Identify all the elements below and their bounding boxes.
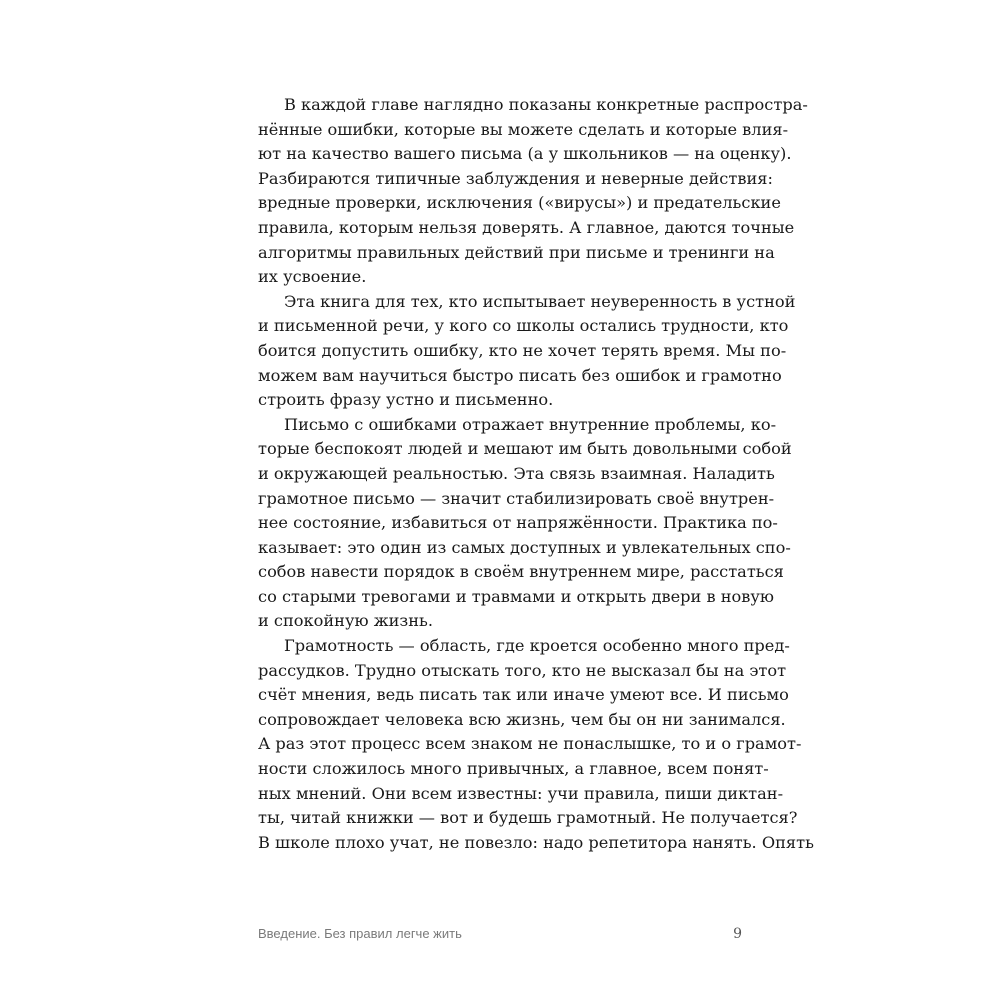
text-line: казывает: это один из самых доступных и увлекательных спо-: [258, 537, 791, 557]
paragraph: [258, 93, 808, 290]
text-line: Эта книга для тех, кто испытывает неуверенность в устной: [284, 291, 796, 311]
text-line: вредные проверки, исключения («вирусы») и предательские: [258, 193, 781, 213]
text-line: алгоритмы правильных действий при письме и тренинги на: [258, 242, 775, 262]
text-line: рассудков. Трудно отыскать того, кто не высказал бы на этот: [258, 660, 787, 680]
text-line: нее состояние, избавиться от напряжённости. Практика по-: [258, 513, 778, 533]
text-line: правила, которым нельзя доверять. А главное, даются точные: [258, 217, 795, 237]
text-line: счёт мнения, ведь писать так или иначе умеют все. И письмо: [258, 685, 789, 705]
paragraph: [258, 413, 792, 634]
text-line: собов навести порядок в своём внутреннем мире, расстаться: [258, 562, 784, 582]
text-line: ют на качество вашего письма (а у школьников — на оценку).: [258, 144, 792, 164]
text-line: и спокойную жизнь.: [258, 611, 433, 631]
paragraph: [258, 290, 796, 413]
text-line: грамотное письмо — значит стабилизировать своё внутрен-: [258, 488, 775, 508]
page-number: 9: [733, 926, 742, 942]
text-line: Письмо с ошибками отражает внутренние проблемы, ко-: [284, 414, 777, 434]
text-line: можем вам научиться быстро писать без ошибок и грамотно: [258, 365, 782, 385]
text-line: их усвоение.: [258, 267, 367, 287]
page-footer: [258, 926, 744, 946]
text-line: нённые ошибки, которые вы можете сделать и которые влия-: [258, 119, 789, 139]
text-line: и письменной речи, у кого со школы остались трудности, кто: [258, 316, 789, 336]
body-text: [258, 93, 814, 855]
text-line: А раз этот процесс всем знаком не понаслышке, то и о грамот-: [258, 734, 802, 754]
text-line: ности сложилось много привычных, а главное, всем понят-: [258, 759, 769, 779]
running-head: Введение. Без правил легче жить: [258, 926, 462, 941]
text-line: сопровождает человека всю жизнь, чем бы он ни занимался.: [258, 709, 786, 729]
text-line: строить фразу устно и письменно.: [258, 390, 554, 410]
paragraph: [258, 634, 814, 855]
text-line: В школе плохо учат, не повезло: надо репетитора нанять. Опять: [258, 832, 814, 852]
text-line: торые беспокоят людей и мешают им быть довольными собой: [258, 439, 792, 459]
text-line: Грамотность — область, где кроется особенно много пред-: [284, 636, 790, 656]
text-line: боится допустить ошибку, кто не хочет терять время. Мы по-: [258, 340, 787, 360]
text-line: Разбираются типичные заблуждения и неверные действия:: [258, 168, 773, 188]
text-line: со старыми тревогами и травмами и открыть двери в новую: [258, 586, 774, 606]
text-line: ты, читай книжки — вот и будешь грамотный. Не получается?: [258, 808, 798, 828]
text-line: В каждой главе наглядно показаны конкретные распростра-: [284, 95, 808, 114]
text-line: ных мнений. Они всем известны: учи правила, пиши диктан-: [258, 783, 784, 803]
text-line: и окружающей реальностью. Эта связь взаимная. Наладить: [258, 463, 775, 483]
